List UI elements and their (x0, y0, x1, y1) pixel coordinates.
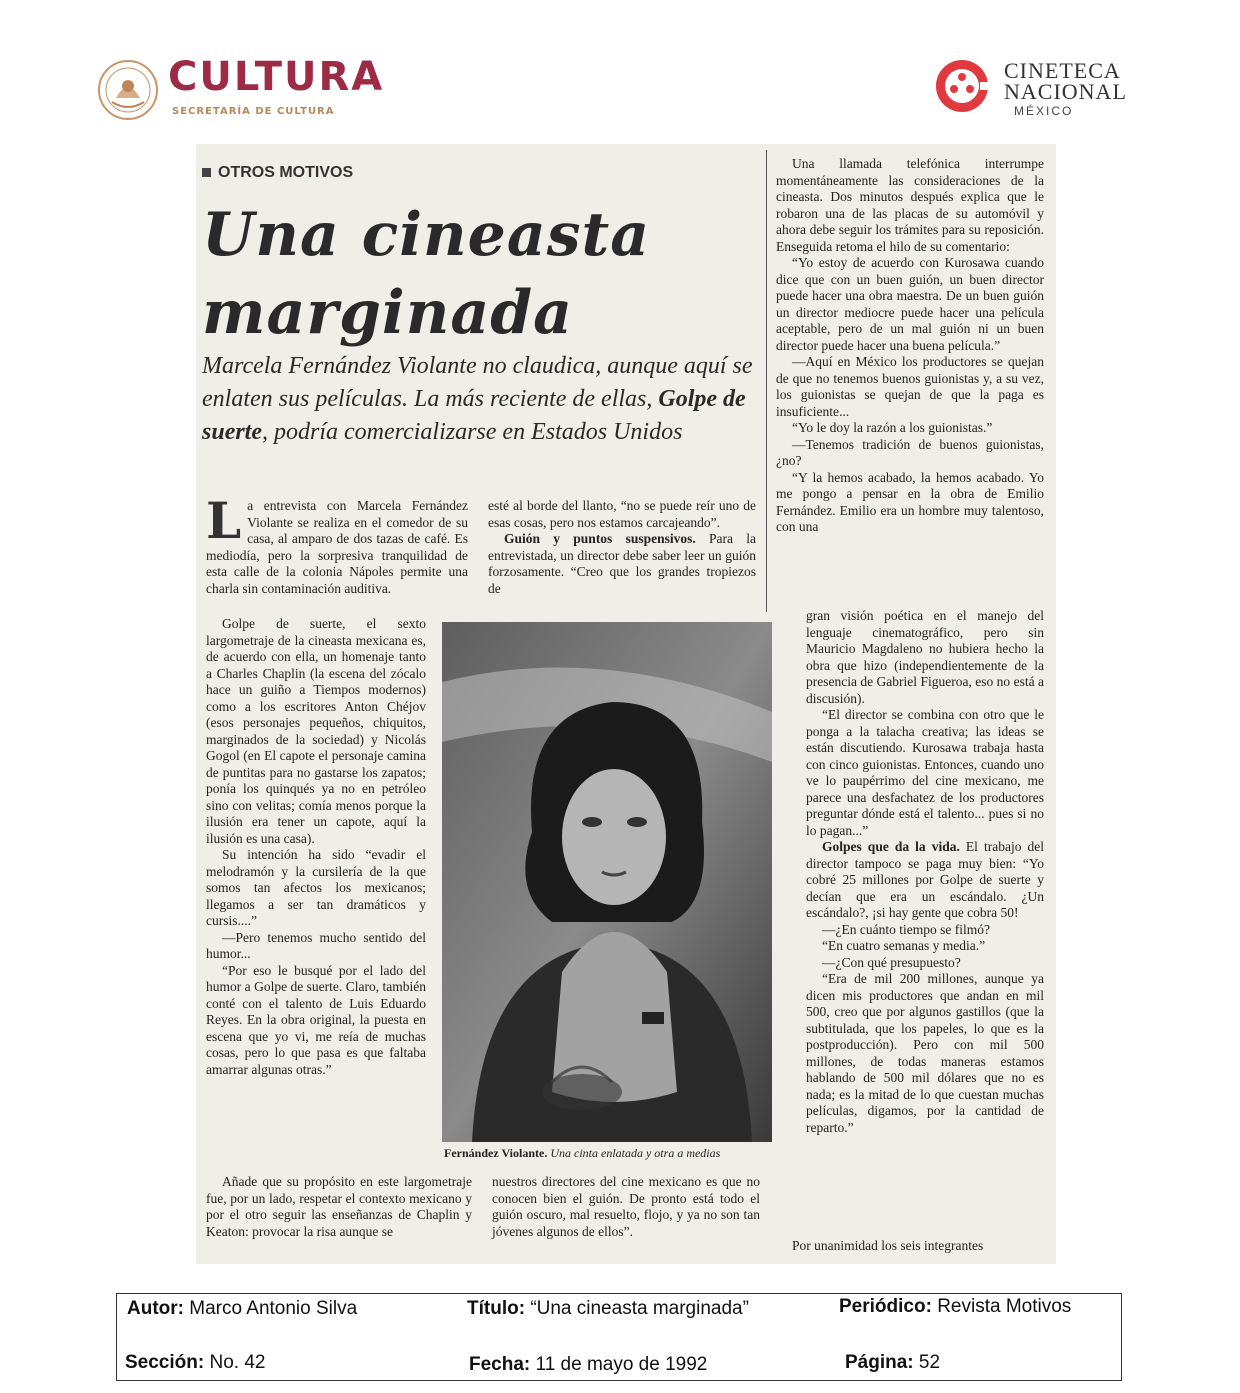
paragraph: “Yo estoy de acuerdo con Kurosawa cuando dice que con un buen guión, un buen director puede hacer una obra maestra. De un buen guión un director mediocre puede hacer una película aceptable, pero de un mal guión ni un buen director puede hacer una buena película.” (776, 255, 1044, 353)
article-column-1 (206, 491, 468, 597)
periodical-field: Periódico: Revista Motivos (839, 1296, 1072, 1317)
paragraph: Añade que su propósito en este largometraje fue, por un lado, respetar el contexto mexicano y por el otro seguir las enseñanzas de Chaplin y Keaton: provocar la risa aunque se (206, 1174, 472, 1239)
author-field: Autor: Marco Antonio Silva (127, 1298, 358, 1319)
page-field: Página: 52 (845, 1352, 941, 1373)
subheading: Golpes que da la vida. (822, 839, 960, 854)
cultura-logo (96, 56, 416, 130)
paragraph: “Y la hemos acabado, la hemos acabado. Yo me pongo a pensar en la obra de Emilio Fernández. Emilio era un hombre muy talentoso, con una (776, 469, 1044, 534)
section-field: Sección: No. 42 (125, 1352, 266, 1373)
photo-caption: Fernández Violante. Una cinta enlatada y otra a medias (444, 1146, 721, 1160)
bullet-square-icon (202, 168, 211, 177)
cultura-subtitle: SECRETARÍA DE CULTURA (172, 106, 335, 117)
paragraph: Guión y puntos suspensivos. Para la entrevistada, un director debe saber leer un guión forzosamente. “Creo que los grandes tropiezos de (488, 531, 757, 596)
article-column-3-wrap (806, 608, 1044, 1136)
cineteca-logo (934, 56, 1164, 120)
section-label: OTROS MOTIVOS (202, 164, 353, 182)
article-column-3-bottom (776, 1238, 1044, 1255)
cultura-wordmark: CULTURA (168, 54, 385, 100)
paragraph: Su intención ha sido “evadir el melodramón y la cursilería de la que somos tan afectos los mexicanos; llegamos a ser tan dramáticos y cursis....” (206, 847, 426, 928)
paragraph: esté al borde del llanto, “no se puede reír uno de esas cosas, pero nos estamos carcajeando”. (488, 498, 756, 530)
article-headline: Una cineasta marginada (202, 200, 651, 348)
film-reel-icon (934, 58, 990, 114)
portrait-photo (442, 622, 772, 1142)
paragraph: Golpe de suerte, el sexto largometraje de la cineasta mexicana es, de acuerdo con ella, un homenaje tanto a Charles Chaplin (la escena del zócalo hace un guiño a Tiempos modernos) como a los escritores Anton Chéjov (esos personajes pequeños, chiquitos, marginados de la sociedad) y Nicolás Gogol (en El capote el personaje camina de puntitas para no gastarse los zapatos; ponía los quinqués ya no en petróleo sino con velitas; comía menos porque la ilusión era tener un capote, aquí la ilusión es una casa). (206, 616, 426, 846)
paragraph: Golpes que da la vida. El trabajo del director tampoco se paga muy bien: “Yo cobré 25 millones por Golpe de suerte y decían que era un escándalo. ¿Un escándalo?, ¡si hay gente que cobra 50! (806, 839, 1044, 920)
article-column-3 (776, 156, 1044, 536)
paragraph: “Era de mil 200 millones, aunque ya dicen mis productores que andan en mil 500, creo que por algunos gastillos (que la subtitulada, que los papeles, lo que es la postproducción). Pero con mil 500 millones, de todas maneras estamos hablando de 500 mil dólares que no es nada; es la mitad de lo que cuestan muchas películas, digamos, por la cantidad de reparto.” (806, 971, 1044, 1135)
paragraph: “Yo le doy la razón a los guionistas.” (792, 420, 993, 435)
cineteca-wordmark: CINETECA NACIONAL (1004, 58, 1127, 104)
article-column-1-wrap (206, 616, 426, 1078)
paragraph: “En cuatro semanas y media.” (822, 938, 986, 953)
drop-cap: L (206, 491, 242, 550)
paragraph: —¿Con qué presupuesto? (822, 954, 961, 970)
column-divider (766, 150, 767, 612)
article-column-2-bottom (492, 1174, 760, 1240)
paragraph: Una llamada telefónica interrumpe momentáneamente las consideraciones de la cineasta. Dos minutos después explica que le robaron una de las placas de su automóvil y ahora debe seguir los trámites para su reposición. Enseguida retoma el hilo de su comentario: (776, 156, 1044, 254)
article-column-1-bottom (206, 1174, 472, 1240)
paragraph: “El director se combina con otro que le ponga a la talacha creativa; las ideas se están discutiendo. Kurosawa trabaja hasta con cinco guionistas. Entonces, cuando uno ve lo paupérrimo del cine mexicano, me parece una desfachatez de los productores preguntar dónde está el talento... pues si no lo pagan...” (806, 707, 1044, 838)
paragraph: nuestros directores del cine mexicano es que no conocen bien el guión. De pronto está todo el guión oscuro, mal resuelto, flojo, y ya no son tan jóvenes algunos de ellos”. (492, 1174, 760, 1239)
paragraph: La entrevista con Marcela Fernández Violante se realiza en el comedor de su casa, al amparo de dos tazas de café. Es mediodía, pero la sorpresiva tranquilidad de esta calle de la colonia Nápoles permite una charla sin contaminación auditiva. (206, 491, 468, 596)
subheading: Guión y puntos suspensivos. (504, 531, 696, 546)
newspaper-clipping (196, 144, 1056, 1264)
date-field: Fecha: 11 de mayo de 1992 (469, 1354, 708, 1375)
article-column-2 (488, 498, 756, 597)
cineteca-subtitle: MÉXICO (1014, 104, 1074, 118)
paragraph: gran visión poética en el manejo del lenguaje cinematográfico, pero sin Mauricio Magdaleno no hubiera hecho la obra que hizo (independientemente de la presencia de Gabriel Figueroa, eso no está a discusión). (806, 608, 1044, 706)
paragraph: —Pero tenemos mucho sentido del humor... (206, 929, 426, 961)
paragraph: —Aquí en México los productores se quejan de que no tenemos buenos guionistas y, a su vez, los guionistas se quejan de que la paga es insuficiente... (776, 354, 1044, 419)
paragraph: —Tenemos tradición de buenos guionistas, ¿no? (776, 436, 1044, 468)
paragraph: —¿En cuánto tiempo se filmó? (822, 921, 990, 937)
paragraph: Por unanimidad los seis integrantes (792, 1238, 984, 1253)
article-deck: Marcela Fernández Violante no claudica, aunque aquí se enlaten sus películas. La más reciente de ellas, Golpe de suerte, podría comercializarse en Estados Unidos (202, 353, 753, 445)
paragraph: “Por eso le busqué por el lado del humor a Golpe de suerte. Claro, también conté con el talento de Luis Eduardo Reyes. En la obra original, la puesta en escena que yo vi, me reía de muchas cosas, pero lo que pasa es que faltaba amarrar algunas otras.” (206, 962, 426, 1077)
title-field: Título: “Una cineasta marginada” (467, 1298, 749, 1319)
metadata-box (116, 1293, 1122, 1381)
national-seal-icon (96, 58, 160, 122)
